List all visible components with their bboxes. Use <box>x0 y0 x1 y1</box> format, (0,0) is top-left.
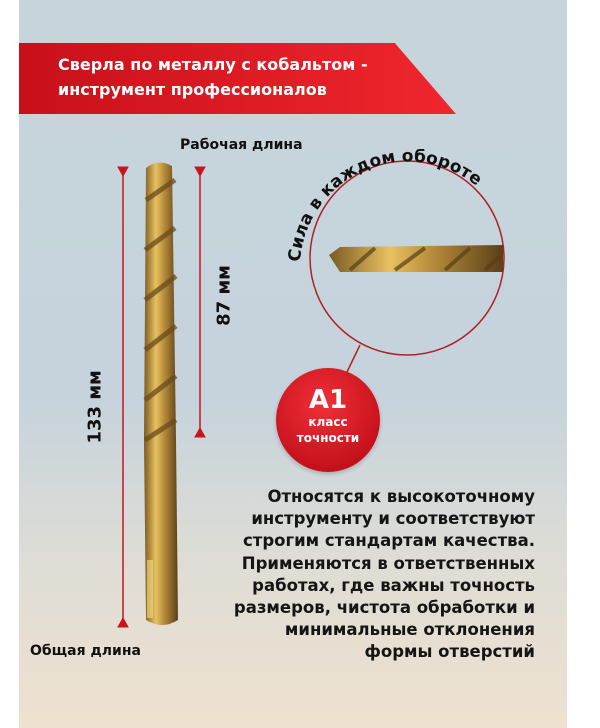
badge-line-2: точности <box>296 431 360 445</box>
description-paragraph <box>234 486 535 664</box>
description-line: минимальные отклонения <box>284 620 535 640</box>
zoom-circle <box>285 146 504 372</box>
total-length-label: Общая длина <box>30 643 141 659</box>
badge-line-1: класс <box>308 415 348 429</box>
description-line: размеров, чистота обработки и <box>233 598 535 618</box>
working-length-label: Рабочая длина <box>180 137 303 153</box>
description-line: Относятся к высокоточному <box>267 487 535 506</box>
description-line: строгим стандартам качества. <box>242 531 535 551</box>
total-length-value: 133 мм <box>84 370 106 444</box>
title-line-1: Сверла по металлу с кобальтом - <box>58 55 368 74</box>
title-line-2: инструмент профессионалов <box>58 80 327 99</box>
working-length-value: 87 мм <box>213 265 235 326</box>
accuracy-class-badge <box>276 368 380 472</box>
description-line: формы отверстий <box>364 642 535 662</box>
drill-bit-image <box>144 162 178 625</box>
total-length-dimension <box>118 167 128 627</box>
description-line: Применяются в ответственных <box>241 553 535 573</box>
badge-grade: A1 <box>308 385 348 415</box>
working-length-dimension <box>195 167 205 437</box>
description-line: работах, где важны точность <box>252 575 535 595</box>
description-line: инструменту и соответствуют <box>251 509 535 529</box>
circle-caption: Сила в каждом обороте <box>284 146 486 263</box>
